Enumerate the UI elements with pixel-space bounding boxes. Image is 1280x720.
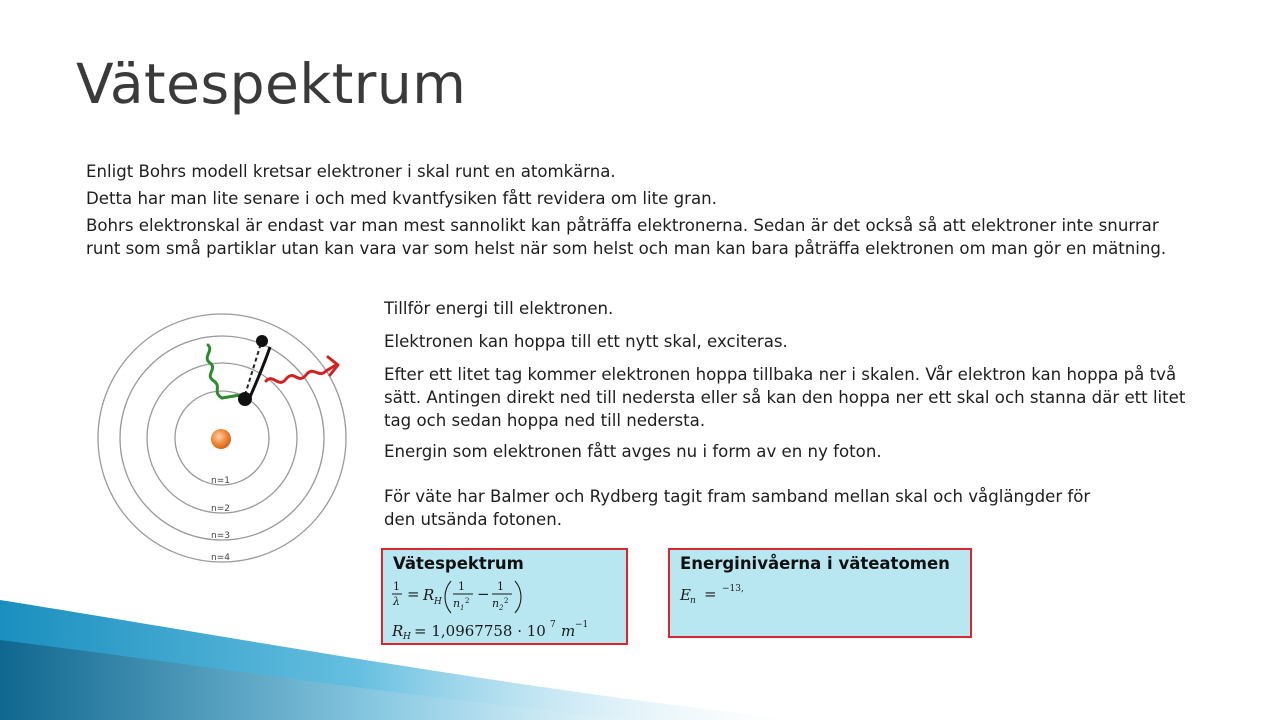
rydberg-r: R (423, 586, 435, 604)
n1-symbol: n (453, 597, 461, 610)
equals-sign: = (407, 585, 420, 603)
n2-symbol: n (492, 597, 500, 610)
intro-paragraph-1: Enligt Bohrs modell kretsar elektroner i skal runt en atomkärna. (86, 162, 616, 181)
absorbed-photon-wave (207, 345, 240, 398)
step-add-energy: Tillför energi till elektronen. (384, 299, 614, 318)
frac1-one: 1 (458, 580, 465, 593)
electron-ground (238, 392, 252, 406)
energy-box-title: Energinivåerna i väteatomen (680, 554, 950, 573)
decorative-swoosh (0, 595, 800, 720)
const-exponent: 7 (550, 620, 556, 630)
frac2-one: 1 (497, 580, 504, 593)
step-excited: Elektronen kan hoppa till ett nytt skal, exciteras. (384, 332, 788, 351)
spectrum-box-title: Vätespektrum (393, 554, 524, 573)
slide-title: Vätespektrum (76, 52, 467, 116)
shell-label-n2: n=2 (211, 504, 230, 514)
intro-paragraph-2: Detta har man lite senare i och med kvantfysiken fått revidera om lite gran. (86, 189, 717, 208)
minus-sign: − (477, 585, 490, 603)
energy-e: E (680, 586, 691, 604)
const-unit-exponent: −1 (575, 620, 589, 630)
const-unit: m (561, 622, 576, 640)
shell-label-n3: n=3 (211, 531, 230, 541)
energy-partial-numerator: −13, (722, 584, 744, 594)
intro-paragraph-3: Bohrs elektronskal är endast var man mest sannolikt kan påträffa elektronerna. Sedan är det också så att elektroner inte snurrar runt som små partiklar utan kan vara var som helst när som helst och man kan bara påträffa elektronen om man gör en mätning. (86, 216, 1167, 258)
lambda-symbol: λ (393, 595, 400, 608)
nucleus (211, 429, 231, 449)
step-balmer-rydberg: För väte har Balmer och Rydberg tagit fram samband mellan skal och våglängder för den utsända fotonen. (384, 487, 1091, 529)
n2-sub: 2 (499, 604, 504, 612)
energy-equals: = (704, 585, 717, 603)
frac-one-numerator: 1 (393, 580, 400, 593)
step-fall-back: Efter ett litet tag kommer elektronen hoppa tillbaka ner i skalen. Vår elektron kan hoppa på två sätt. Antingen direkt ned till nedersta eller så kan den hoppa ner ett skal och stanna där ett litet tag och sedan hoppa ned till nedersta. (384, 365, 1186, 430)
shell-label-n4: n=4 (211, 553, 230, 563)
const-value: = 1,0967758 · 10 (414, 622, 546, 640)
const-r-sub: H (403, 632, 411, 642)
n2-sq: 2 (504, 597, 509, 605)
bohr-atom-diagram (90, 305, 360, 575)
electron-excited (256, 335, 268, 347)
energy-e-sub: n (690, 596, 696, 606)
shell-label-n1: n=1 (211, 476, 230, 486)
step-emit-photon: Energin som elektronen fått avges nu i form av en ny foton. (384, 442, 882, 461)
n1-sub: 1 (460, 604, 465, 612)
n1-sq: 2 (465, 597, 470, 605)
rydberg-r-sub: H (434, 597, 442, 607)
const-r: R (392, 622, 404, 640)
